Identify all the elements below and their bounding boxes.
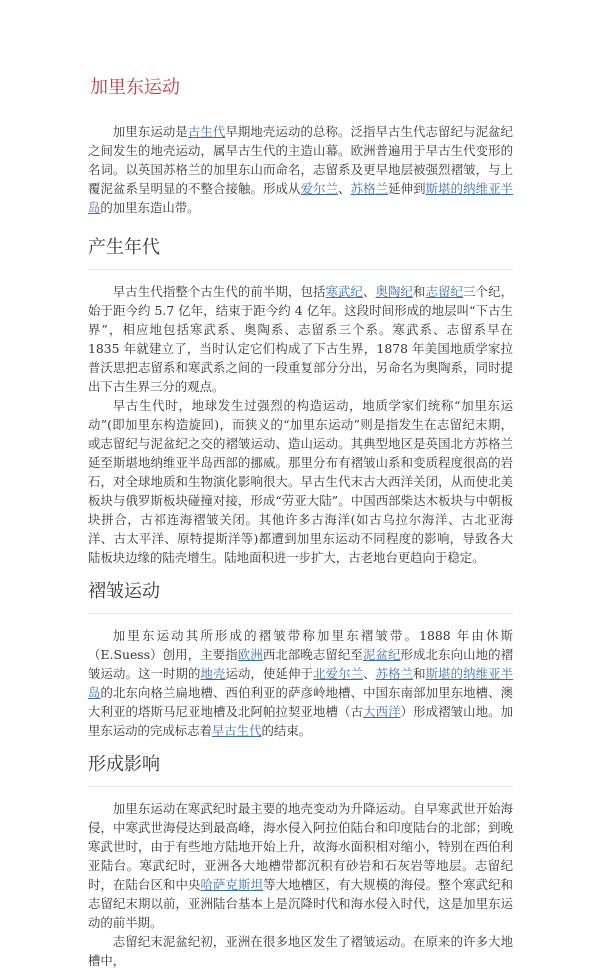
section <box>88 579 513 740</box>
page-title: 加里东运动 <box>90 77 180 98</box>
text-segment: 和 <box>413 284 426 299</box>
section-heading: 产生年代 <box>88 235 513 270</box>
section-body <box>88 270 513 567</box>
section <box>88 752 513 970</box>
section-body <box>88 787 513 970</box>
text-segment: 加里东运动其所形成的褶皱带称加里东褶皱带。1888 年由休斯（E.Suess）创用，主要指 <box>88 628 513 662</box>
paragraph <box>88 932 513 970</box>
wiki-link[interactable]: 北爱尔兰 <box>313 666 364 681</box>
wiki-link[interactable]: 哈萨克斯坦 <box>200 877 264 892</box>
intro-section <box>88 122 513 217</box>
text-segment: 加里东运动是 <box>112 124 188 139</box>
text-segment: 和 <box>413 666 426 681</box>
text-segment: 西北部晚志留纪至 <box>262 647 363 662</box>
paragraph <box>88 626 513 740</box>
text-segment: 形成北东向山地的褶皱运动。这一时期的 <box>88 647 514 681</box>
wiki-link[interactable]: 古生代 <box>187 124 226 139</box>
text-segment: 等大地槽区，有大规模的海侵。整个寒武纪和志留纪末期以前，亚洲陆台基本上是沉降时代和海水侵入时代，这是加里东运动的前半期。 <box>88 877 514 930</box>
section-body <box>88 614 513 740</box>
text-segment: 早期地壳运动的总称。泛指早古生代志留纪与泥盆纪之间发生的地壳运动，属早古生代的主造山幕。欧洲普遍用于早古生代变形的名词。以英国苏格兰的加里东山而命名，志留系及更早地层被强烈褶皱，与上覆泥盆系呈明显的不整合接触。形成从 <box>88 124 514 196</box>
wiki-link[interactable]: 欧洲 <box>237 647 263 662</box>
document-page <box>88 76 513 970</box>
text-segment: 、 <box>363 284 376 299</box>
wiki-link[interactable]: 泥盆纪 <box>362 647 401 662</box>
wiki-link[interactable]: 爱尔兰 <box>300 181 339 196</box>
wiki-link[interactable]: 志留纪 <box>425 284 464 299</box>
wiki-link[interactable]: 斯堪的纳维亚半岛 <box>88 181 514 215</box>
wiki-link[interactable]: 苏格兰 <box>350 181 389 196</box>
text-segment: 的加里东造山带。 <box>100 200 200 215</box>
text-segment: 早古生代时，地球发生过强烈的构造运动，地质学家们统称“加里东运动”(即加里东构造旋回)，而狭义的“加里东运动”则是指发生在志留纪末期，或志留纪与泥盆纪之交的褶皱运动、造山运动。其典型地区是英国北方苏格兰延至斯堪地纳维亚半岛西部的挪威。那里分布有褶皱山系和变质程度很高的岩石，对全球地质和生物演化影响很大。早古生代末古大西洋关闭，从而使北美板块与俄罗斯板块碰撞对接，形成“劳亚大陆”。中国西部柴达木板块与中朝板块拼合，古祁连海褶皱关闭。其他许多古海洋(如古乌拉尔海洋、古北亚海洋、古太平洋、原特提斯洋等)都遭到加里东运动不同程度的影响，导致各大陆板块边缘的陆壳增生。陆地面积进一步扩大，古老地台更趋向于稳定。 <box>88 398 513 565</box>
wiki-link[interactable]: 地壳 <box>200 666 226 681</box>
section-heading: 褶皱运动 <box>88 579 513 614</box>
paragraph <box>88 282 513 396</box>
sections <box>88 235 513 970</box>
section <box>88 235 513 567</box>
paragraph <box>88 396 513 567</box>
text-segment: 加里东运动在寒武纪时最主要的地壳变动为升降运动。自早寒武世开始海侵，中寒武世海侵达到最高峰，海水侵入阿拉伯陆台和印度陆台的北部；到晚寒武世时，由于有些地方陆地开始上升，故海水面积相对缩小，特别在西伯利亚陆台。寒武纪时，亚洲各大地槽带都沉积有砂岩和石灰岩等地层。志留纪时，在陆台区和中央 <box>88 801 513 892</box>
wiki-link[interactable]: 寒武纪 <box>325 284 363 299</box>
text-segment: 三个纪，始于距今约 5.7 亿年，结束于距今约 4 亿年。这段时间形成的地层叫“下古生界”，相应地包括寒武系、奥陶系、志留系三个系。寒武系、志留系早在 1835 年就建立了，当时认定它们构成了下古生界，1878 年美国地质学家拉普沃思把志留系和寒武系之间的一段重复部分分出，另命名为奥陶系，同时提出下古生界三分的观点。 <box>88 284 514 394</box>
wiki-link[interactable]: 斯堪的纳维亚半岛 <box>88 666 514 700</box>
section-heading: 形成影响 <box>88 752 513 787</box>
paragraph <box>88 122 513 217</box>
text-segment: 、 <box>363 666 376 681</box>
text-segment: 延伸到 <box>388 181 426 196</box>
wiki-link[interactable]: 苏格兰 <box>375 666 414 681</box>
wiki-link[interactable]: 大西洋 <box>363 704 401 719</box>
text-segment: 志留纪末泥盆纪初，亚洲在很多地区发生了褶皱运动。在原来的许多大地槽中， <box>88 934 513 968</box>
text-segment: 的北东向格兰扁地槽、西伯利亚的萨彦岭地槽、中国东南部加里东地槽、澳大利亚的塔斯马尼亚地槽及北阿帕拉契亚地槽（古 <box>88 685 514 719</box>
wiki-link[interactable]: 早古生代 <box>211 723 262 738</box>
wiki-link[interactable]: 奥陶纪 <box>375 284 414 299</box>
text-segment: 早古生代指整个古生代的前半期，包括 <box>112 284 326 299</box>
text-segment: 运动，使延伸于 <box>225 666 314 681</box>
text-segment: ）形成褶皱山地。加里东运动的完成标志着 <box>88 704 514 738</box>
text-segment: 、 <box>338 181 351 196</box>
paragraph <box>88 799 513 932</box>
text-segment: 的结束。 <box>261 723 312 738</box>
